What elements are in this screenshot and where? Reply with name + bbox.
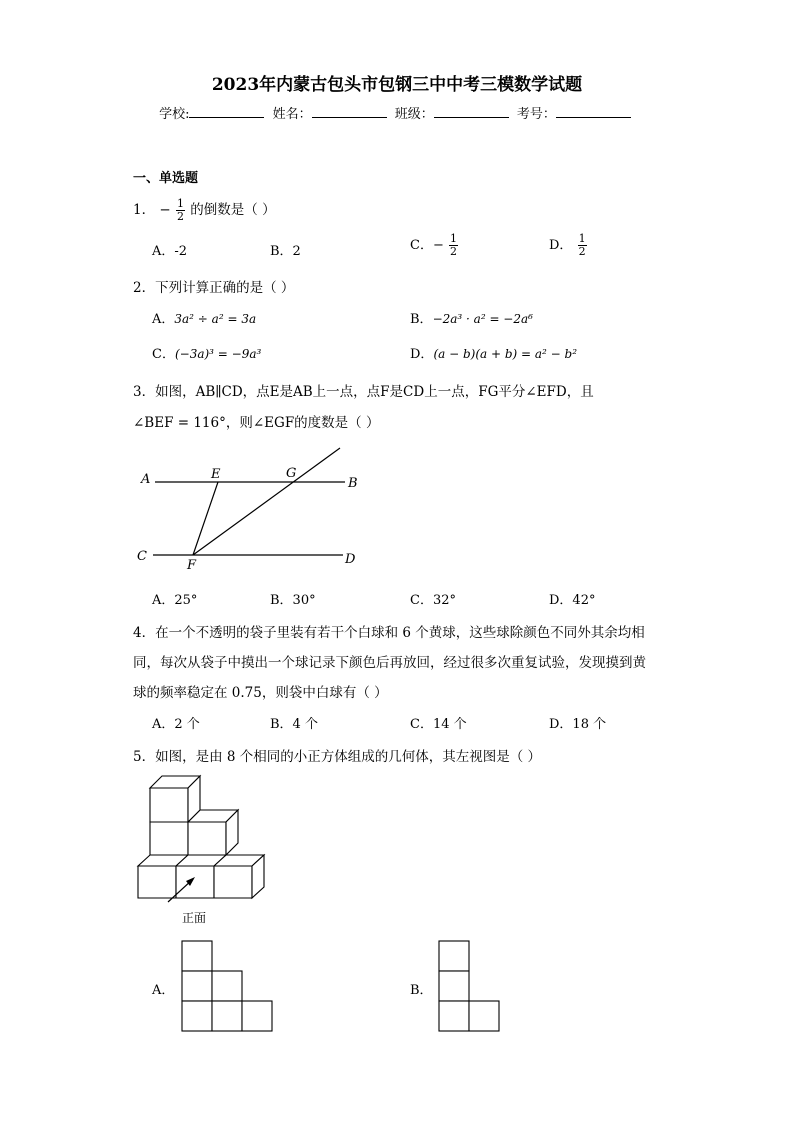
fraction-numerator: 1 — [578, 232, 586, 245]
option-1b[interactable]: B．2 — [270, 244, 301, 259]
question-number: 3． — [133, 384, 156, 400]
fraction-denominator: 2 — [578, 245, 586, 258]
option-label: A． — [152, 312, 175, 327]
question-stem-line-1: 如图，AB∥CD，点E是AB上一点，点F是CD上一点，FG平分∠EFD，且 — [155, 384, 594, 400]
option-formula: (a − b)(a + b) = a² − b² — [433, 347, 578, 361]
option-label: C．− — [410, 238, 444, 253]
label-g: G — [286, 466, 297, 481]
question-stem: 如图，是由 8 个相同的小正方体组成的几何体，其左视图是（ ） — [155, 749, 542, 765]
option-3c[interactable]: C．32° — [410, 593, 456, 608]
fraction-denominator: 2 — [177, 210, 184, 223]
question-stem: 的倒数是（ ） — [190, 202, 276, 218]
label-e: E — [211, 467, 221, 482]
class-label: 班级： — [394, 107, 434, 122]
label-d: D — [345, 552, 356, 567]
option-label: B． — [410, 312, 433, 327]
label-c: C — [137, 549, 147, 564]
name-label: 姓名： — [272, 107, 312, 122]
page-title: 2023年内蒙古包头市包钢三中中考三模数学试题 — [211, 75, 583, 95]
option-4d[interactable]: D．18 个 — [549, 717, 607, 732]
option-3d[interactable]: D．42° — [549, 593, 596, 608]
question-stem-line-1: 在一个不透明的袋子里装有若干个白球和 6 个黄球，这些球除颜色不同外其余均相 — [155, 625, 645, 641]
section-heading: 一、单选题 — [133, 171, 199, 186]
label-b: B — [348, 476, 358, 491]
option-label: D． — [410, 347, 434, 362]
option-label: D． — [549, 238, 573, 253]
exam-number-label: 考号： — [516, 107, 556, 122]
option-5a[interactable]: A． — [152, 983, 175, 998]
fraction-denominator: 2 — [449, 245, 457, 258]
option-formula: (−3a)³ = −9a³ — [174, 347, 262, 361]
question-3-line-2: ∠BEF = 116°，则∠EGF的度数是（ ） — [133, 415, 380, 431]
question-4-line-3: 球的频率稳定在 0.75，则袋中白球有（ ） — [133, 685, 388, 701]
fraction-numerator: 1 — [177, 197, 184, 210]
question-number: 1． — [133, 202, 156, 218]
option-5b[interactable]: B． — [410, 983, 433, 998]
option-3a[interactable]: A．25° — [152, 593, 198, 608]
option-formula: −2a³ · a² = −2a⁶ — [432, 312, 533, 326]
question-number: 2． — [133, 280, 156, 296]
option-4a[interactable]: A．2 个 — [152, 717, 200, 732]
question-4-line-2: 同，每次从袋子中摸出一个球记录下颜色后再放回，经过很多次重复试验，发现摸到黄 — [133, 655, 646, 671]
school-label: 学校: — [159, 107, 190, 122]
option-1a[interactable]: A．-2 — [152, 244, 188, 259]
label-f: F — [187, 558, 197, 573]
question-number: 5． — [133, 749, 156, 765]
option-label: C． — [152, 347, 175, 362]
question-stem: 下列计算正确的是（ ） — [155, 280, 295, 296]
option-formula: 3a² ÷ a² = 3a — [174, 312, 257, 326]
option-4b[interactable]: B．4 个 — [270, 717, 318, 732]
front-caption: 正面 — [182, 911, 207, 925]
fraction-numerator: 1 — [449, 232, 457, 245]
stem-sign: − — [159, 202, 171, 218]
option-3b[interactable]: B．30° — [270, 593, 316, 608]
label-a: A — [141, 472, 151, 487]
question-number: 4． — [133, 625, 156, 641]
option-4c[interactable]: C．14 个 — [410, 717, 467, 732]
